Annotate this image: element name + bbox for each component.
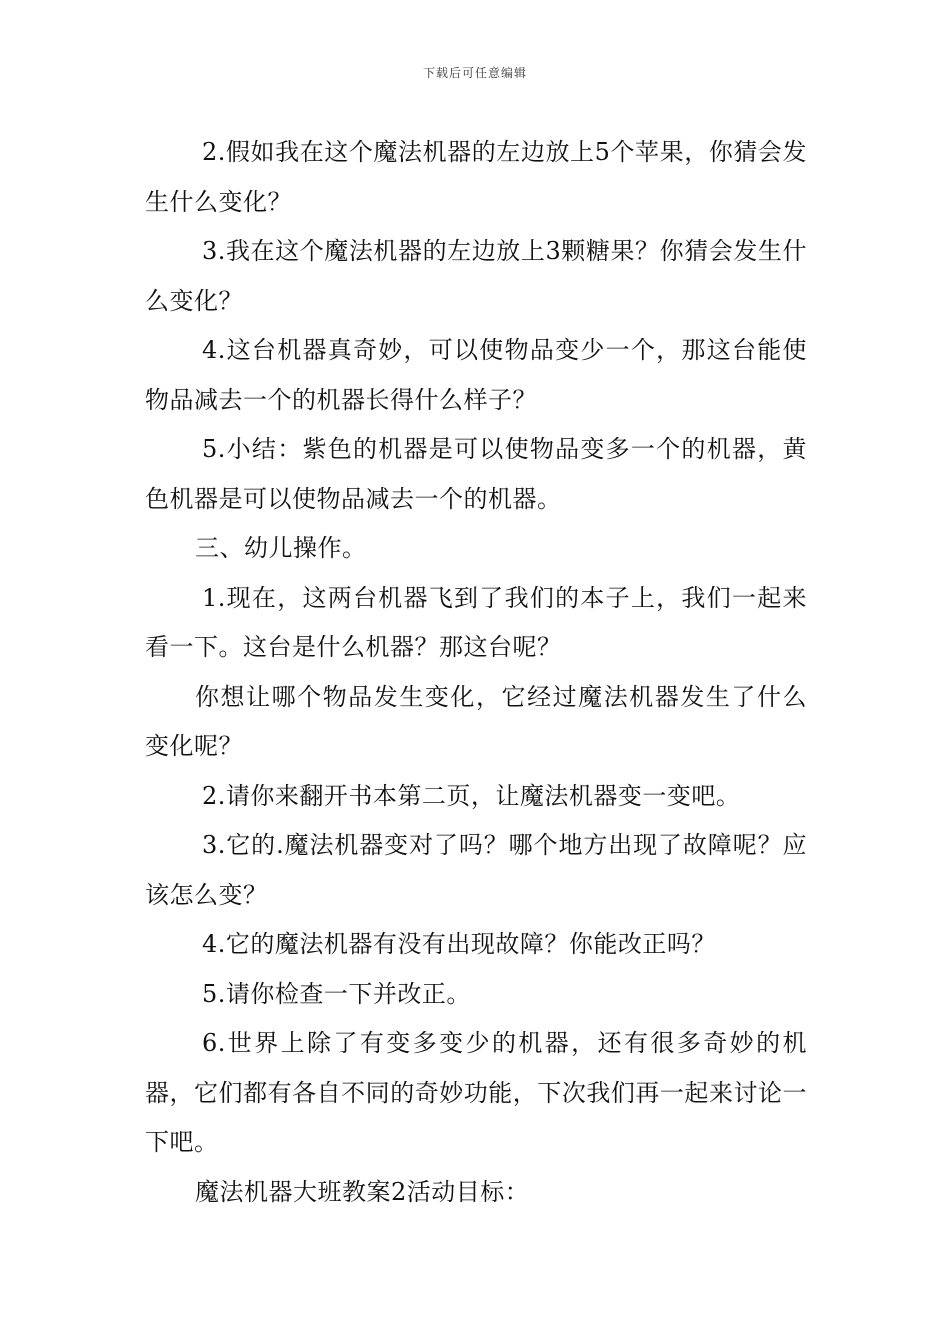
paragraph-question-4: 4.这台机器真奇妙，可以使物品变少一个，那这台能使物品减去一个的机器长得什么样子？ (145, 336, 807, 414)
paragraph-question-3: 3.我在这个魔法机器的左边放上3颗糖果？你猜会发生什么变化？ (145, 237, 807, 315)
paragraph-question-2: 2.假如我在这个魔法机器的左边放上5个苹果，你猜会发生什么变化？ (145, 138, 807, 216)
paragraph-operation-3: 3.它的.魔法机器变对了吗？哪个地方出现了故障呢？应该怎么变？ (145, 831, 807, 909)
paragraph-operation-6: 6.世界上除了有变多变少的机器，还有很多奇妙的机器，它们都有各自不同的奇妙功能，下次我们再一起来讨论一下吧。 (145, 1029, 807, 1156)
section-heading-3: 三、幼儿操作。 (195, 534, 367, 562)
paragraph-summary: 5.小结：紫色的机器是可以使物品变多一个的机器，黄色机器是可以使物品减去一个的机器。 (145, 435, 807, 513)
page-header: 下载后可任意编辑 (422, 66, 527, 80)
paragraph-operation-4: 4.它的魔法机器有没有出现故障？你能改正吗？ (202, 930, 716, 958)
paragraph-lesson-2-title: 魔法机器大班教案2活动目标： (195, 1177, 530, 1206)
paragraph-operation-5: 5.请你检查一下并改正。 (202, 979, 471, 1008)
paragraph-operation-1-cont: 你想让哪个物品发生变化，它经过魔法机器发生了什么变化呢？ (145, 682, 807, 760)
document-body (145, 128, 807, 1217)
paragraph-operation-1: 1.现在，这两台机器飞到了我们的本子上，我们一起来看一下。这台是什么机器？那这台呢？ (145, 583, 807, 661)
paragraph-operation-2: 2.请你来翻开书本第二页，让魔法机器变一变吧。 (202, 781, 741, 810)
